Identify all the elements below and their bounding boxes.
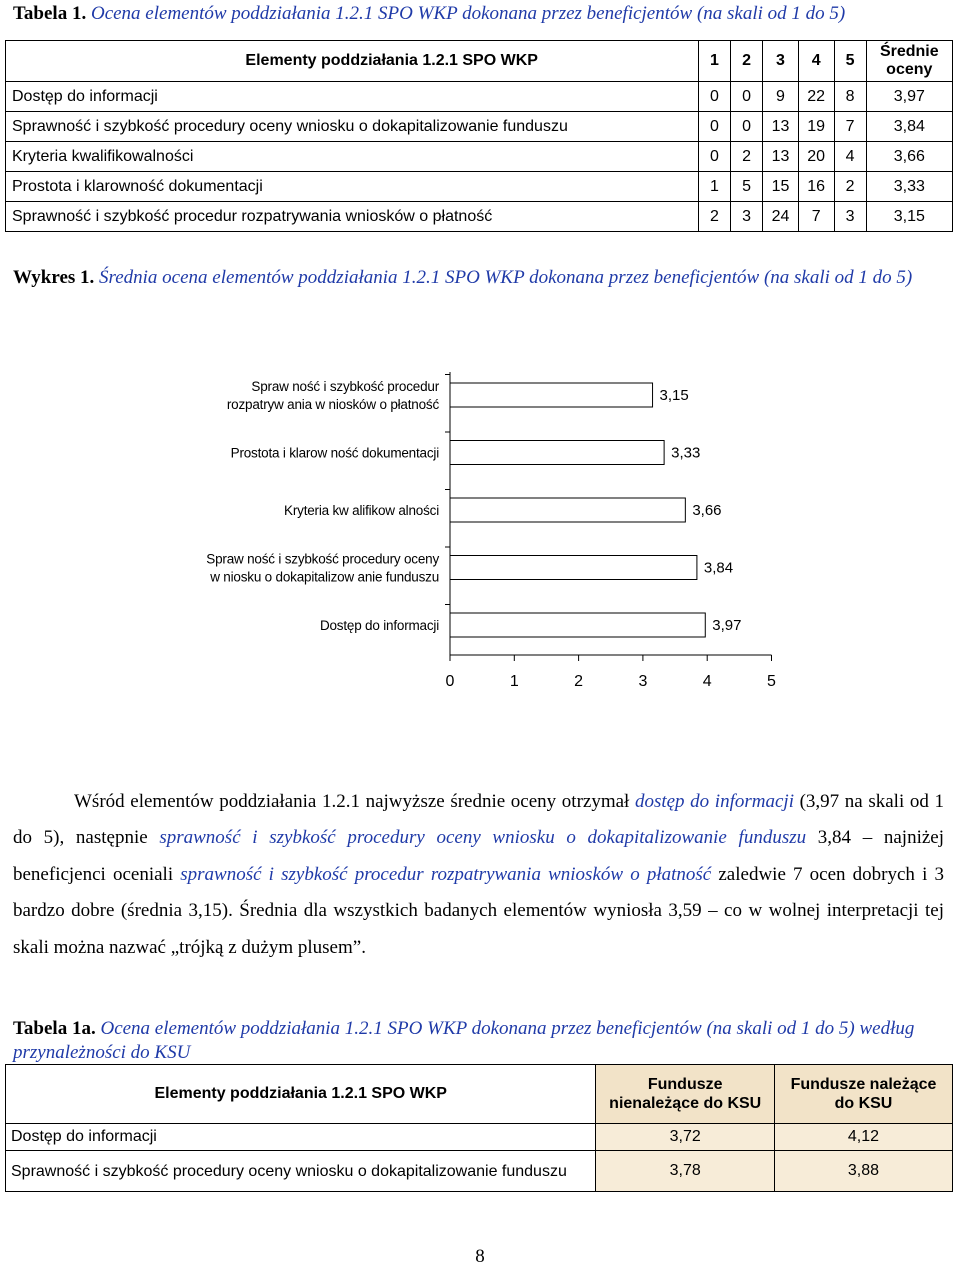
body-text: zaledwie 7 ocen dobrych i 3 bardzo dobre (średnia 3,15). Średnia dla wszystkich badanych elementów wyniosła 3,59 – co w wolnej interpretacji tej skali można nazwać „trójką z dużym plusem”. <box>13 863 944 958</box>
category-label: Spraw ność i szybkość procedury oceny <box>206 551 439 567</box>
table1-header-score: 4 <box>798 41 834 82</box>
table1-header-row <box>6 41 953 82</box>
cell: 0 <box>698 82 730 112</box>
chart-caption <box>13 266 948 290</box>
table1-caption-text: Ocena elementów poddziałania 1.2.1 SPO WKP dokonana przez beneficjentów (na skali od 1 do 5) <box>90 3 846 24</box>
average-cell: 3,15 <box>866 202 952 232</box>
data-label: 3,66 <box>692 502 722 519</box>
table1a-header-col1: Fundusze nienależące do KSU <box>596 1065 775 1124</box>
table1-header-element: Elementy poddziałania 1.2.1 SPO WKP <box>6 41 699 82</box>
category-label: Kryteria kw alifikow alności <box>284 503 439 518</box>
cell: 0 <box>698 112 730 142</box>
category-label: Prostota i klarow ność dokumentacji <box>230 445 439 461</box>
body-text: Wśród elementów poddziałania 1.2.1 najwyższe średnie oceny otrzymał <box>74 791 635 812</box>
average-cell: 3,33 <box>866 172 952 202</box>
cell: 22 <box>798 82 834 112</box>
average-cell: 3,97 <box>866 82 952 112</box>
cell: 24 <box>763 202 799 232</box>
cell: 4,12 <box>774 1124 952 1151</box>
bar-chart <box>0 360 960 700</box>
cell: 13 <box>763 112 799 142</box>
body-text: 3,84 – najniżej beneficjenci oceniali <box>13 827 945 885</box>
table1a-header-row <box>6 1065 953 1124</box>
cell: 7 <box>834 112 866 142</box>
table1a-header-element: Elementy poddziałania 1.2.1 SPO WKP <box>6 1065 596 1124</box>
table-row <box>6 172 953 202</box>
table1-header-score: 1 <box>698 41 730 82</box>
cell: 20 <box>798 142 834 172</box>
x-tick-label: 2 <box>574 673 584 690</box>
cell: 4 <box>834 142 866 172</box>
row-label: Kryteria kwalifikowalności <box>6 142 699 172</box>
cell: 3 <box>834 202 866 232</box>
cell: 1 <box>698 172 730 202</box>
table-row <box>6 1151 953 1192</box>
table-row <box>6 112 953 142</box>
cell: 0 <box>731 112 763 142</box>
chart-caption-label: Wykres 1. <box>13 267 95 288</box>
row-label: Dostęp do informacji <box>6 82 699 112</box>
cell: 2 <box>834 172 866 202</box>
table1-header-score: 5 <box>834 41 866 82</box>
cell: 9 <box>763 82 799 112</box>
category-label: rozpatryw ania w niosków o płatność <box>226 397 439 412</box>
category-label: Dostęp do informacji <box>319 618 439 633</box>
cell: 2 <box>731 142 763 172</box>
page-number: 8 <box>475 1246 485 1267</box>
table1-caption-label: Tabela 1. <box>13 3 87 24</box>
table1a-caption-label: Tabela 1a. <box>13 1018 96 1039</box>
row-label: Sprawność i szybkość procedury oceny wniosku o dokapitalizowanie funduszu <box>6 112 699 142</box>
table1a-caption <box>13 1017 948 1065</box>
cell: 2 <box>698 202 730 232</box>
x-tick-label: 1 <box>509 673 519 690</box>
cell: 8 <box>834 82 866 112</box>
body-text: (3,97 na skali od 1 do 5), następnie <box>13 791 944 849</box>
table-row <box>6 142 953 172</box>
table1 <box>5 40 953 232</box>
cell: 3,78 <box>596 1151 775 1192</box>
emphasis-text: sprawność i szybkość procedur rozpatrywania wniosków o płatność <box>180 863 712 885</box>
chart-caption-text: Średnia ocena elementów poddziałania 1.2.1 SPO WKP dokonana przez beneficjentów (na skali od 1 do 5) <box>99 267 913 288</box>
bar <box>450 441 664 465</box>
table-row <box>6 202 953 232</box>
data-label: 3,84 <box>703 559 734 577</box>
category-label: w niosku o dokapitalizow anie funduszu <box>210 569 439 585</box>
average-cell: 3,66 <box>866 142 952 172</box>
emphasis-text: dostęp do informacji <box>634 791 794 812</box>
row-label: Sprawność i szybkość procedur rozpatrywania wniosków o płatność <box>6 202 699 232</box>
table1-caption <box>13 2 953 26</box>
table1a <box>5 1064 953 1192</box>
row-label: Prostota i klarowność dokumentacji <box>6 172 699 202</box>
x-tick-label: 0 <box>445 673 455 690</box>
bar <box>450 613 705 637</box>
cell: 19 <box>798 112 834 142</box>
analysis-paragraph <box>13 784 944 966</box>
cell: 15 <box>763 172 799 202</box>
x-tick-label: 3 <box>638 673 648 690</box>
bar <box>450 498 685 522</box>
average-cell: 3,84 <box>866 112 952 142</box>
row-label: Sprawność i szybkość procedury oceny wniosku o dokapitalizowanie funduszu <box>6 1151 596 1192</box>
cell: 3,72 <box>596 1124 775 1151</box>
emphasis-text: sprawność i szybkość procedury oceny wniosku o dokapitalizowanie funduszu <box>159 827 807 849</box>
cell: 0 <box>698 142 730 172</box>
cell: 3 <box>731 202 763 232</box>
table1a-header-col2: Fundusze należące do KSU <box>774 1065 952 1124</box>
cell: 13 <box>763 142 799 172</box>
cell: 3,88 <box>774 1151 952 1192</box>
row-label: Dostęp do informacji <box>6 1124 596 1151</box>
cell: 0 <box>731 82 763 112</box>
table1a-caption-text: Ocena elementów poddziałania 1.2.1 SPO WKP dokonana przez beneficjentów (na skali od 1 do 5) według przynależności do KSU <box>13 1018 915 1063</box>
table-row <box>6 1124 953 1151</box>
table-row <box>6 82 953 112</box>
category-label: Spraw ność i szybkość procedur <box>251 379 439 394</box>
table1-header-average: Średnie oceny <box>866 41 952 82</box>
bar <box>450 556 697 580</box>
x-tick-label: 5 <box>767 673 776 690</box>
cell: 7 <box>798 202 834 232</box>
table1-header-score: 3 <box>763 41 799 82</box>
data-label: 3,33 <box>671 444 701 462</box>
cell: 16 <box>798 172 834 202</box>
data-label: 3,97 <box>712 617 742 634</box>
table1-header-score: 2 <box>731 41 763 82</box>
data-label: 3,15 <box>659 387 689 404</box>
cell: 5 <box>731 172 763 202</box>
x-tick-label: 4 <box>702 673 712 690</box>
bar <box>450 383 653 407</box>
